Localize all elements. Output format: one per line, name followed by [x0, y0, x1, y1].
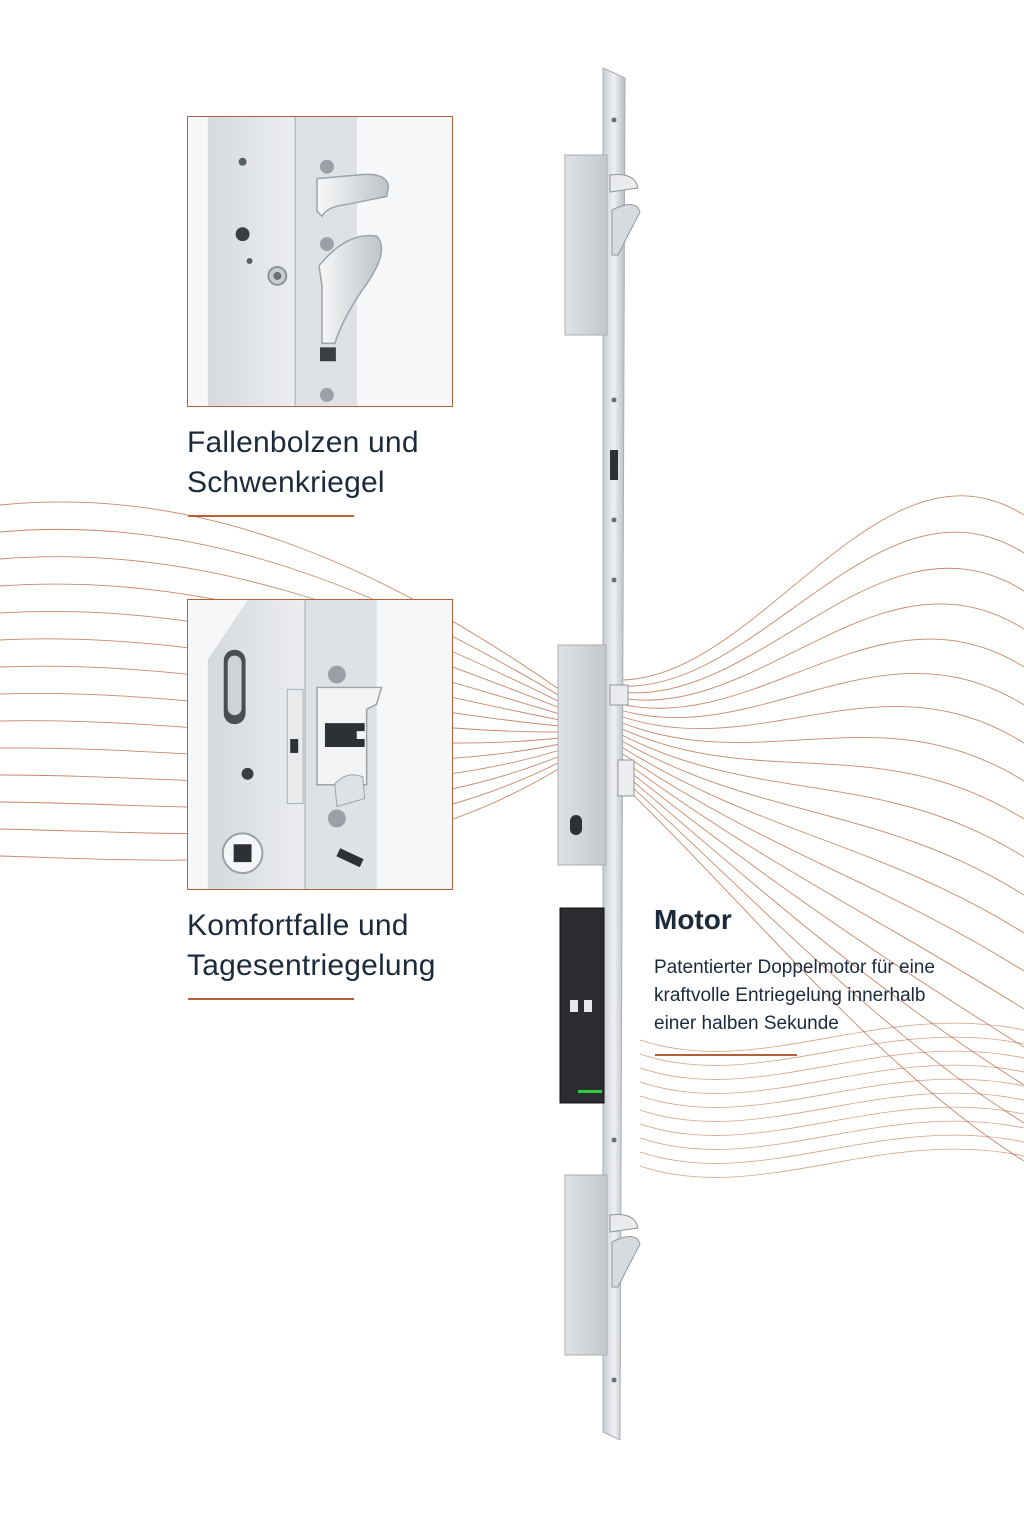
latch-bolt-swing-bolt-icon — [188, 117, 452, 406]
feature-title-comfort-line2: Tagesentriegelung — [187, 949, 436, 982]
motor-description-line3: einer halben Sekunde — [654, 1013, 839, 1034]
wave-line — [620, 776, 1024, 1123]
comfort-latch-day-release-icon — [188, 600, 452, 889]
motor-divider — [655, 1054, 797, 1056]
feature-title-comfort-line1: Komfortfalle und — [187, 909, 409, 942]
motor-description — [654, 954, 994, 1038]
feature-title-latch-line2: Schwenkriegel — [187, 466, 385, 499]
feature-divider-comfort — [188, 998, 354, 1000]
wave-line — [620, 722, 1024, 781]
feature-title-comfort — [187, 906, 436, 986]
wave-line — [620, 568, 1024, 693]
motor-title: Motor — [654, 904, 732, 935]
feature-title-latch-line1: Fallenbolzen und — [187, 426, 419, 459]
feature-divider-latch — [188, 515, 354, 517]
wave-line — [620, 707, 1024, 743]
wave-line — [620, 728, 1024, 819]
multipoint-lock-icon — [540, 60, 660, 1440]
wave-line — [620, 639, 1024, 708]
comfort-latch-closeup-image — [187, 599, 453, 890]
latch-bolt-closeup-image — [187, 116, 453, 407]
wave-line — [620, 673, 1024, 717]
motor-description-line1: Patentierter Doppelmotor für eine — [654, 957, 935, 978]
wave-line — [640, 1149, 1024, 1177]
wave-line — [620, 740, 1024, 895]
wave-line — [620, 752, 1024, 971]
motor-description-line2: kraftvolle Entriegelung innerhalb — [654, 985, 926, 1006]
feature-title-latch — [187, 423, 419, 503]
